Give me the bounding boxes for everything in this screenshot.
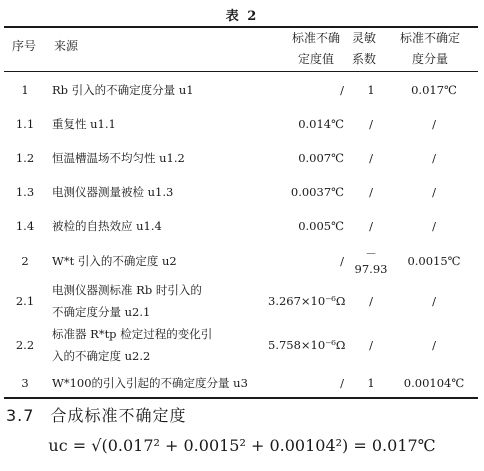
table-row xyxy=(4,243,478,279)
cell-std-value: / xyxy=(340,83,344,97)
cell-std-value: / xyxy=(340,254,344,268)
cell-component: / xyxy=(432,117,436,131)
cell-no: 3 xyxy=(21,376,29,390)
header-source: 来源 xyxy=(54,39,79,53)
cell-sensitivity: / xyxy=(369,338,373,352)
cell-std-value: / xyxy=(340,376,344,390)
header-sens-line1: 灵敏 xyxy=(351,31,376,45)
table-row xyxy=(4,367,478,399)
table-row xyxy=(4,141,478,175)
cell-sensitivity: / xyxy=(369,151,373,165)
cell-no: 1.2 xyxy=(15,151,35,165)
cell-std-value: 0.0037℃ xyxy=(290,185,344,199)
cell-sensitivity: / xyxy=(369,219,373,233)
table-top-rule xyxy=(4,26,478,28)
cell-sensitivity: 1 xyxy=(367,376,375,390)
cell-source xyxy=(46,175,268,209)
source-line: Rb 引入的不确定度分量 u1 xyxy=(52,83,194,97)
header-std-line1: 标准不确 xyxy=(291,31,340,45)
cell-component: 0.017℃ xyxy=(411,83,457,97)
cell-sensitivity: / xyxy=(369,294,373,308)
cell-source xyxy=(46,367,268,399)
cell-no: 1.1 xyxy=(15,117,35,131)
cell-component: / xyxy=(432,338,436,352)
cell-no: 2 xyxy=(21,254,29,268)
table-bottom-rule xyxy=(4,397,478,399)
source-line: 电测仪器测标准 Rb 时引入的 xyxy=(52,283,202,297)
cell-sensitivity: 1 xyxy=(367,83,375,97)
cell-std-value: 0.014℃ xyxy=(298,117,344,131)
cell-source xyxy=(46,279,268,323)
source-line: 入的不确定度 u2.2 xyxy=(52,349,151,363)
table-row xyxy=(4,175,478,209)
header-sens-line2: 系数 xyxy=(351,52,376,66)
source-line: 重复性 u1.1 xyxy=(52,117,116,131)
cell-std-value: 0.005℃ xyxy=(298,219,344,233)
cell-source xyxy=(46,73,268,107)
header-comp-line2: 度分量 xyxy=(411,52,448,66)
cell-source xyxy=(46,209,268,243)
cell-std-value: 5.758×10⁻⁶Ω xyxy=(268,338,346,352)
cell-std-value: 3.267×10⁻⁶Ω xyxy=(268,294,346,308)
cell-sensitivity: －97.93 xyxy=(354,247,388,276)
cell-component: / xyxy=(432,151,436,165)
source-line: 恒温槽温场不均匀性 u1.2 xyxy=(52,151,185,165)
combined-uncertainty-formula: uc = √(0.017² + 0.0015² + 0.00104²) = 0.017℃ xyxy=(48,436,436,455)
cell-component: / xyxy=(432,219,436,233)
cell-no: 1.4 xyxy=(15,219,35,233)
cell-source xyxy=(46,243,268,279)
table-row xyxy=(4,73,478,107)
table-row xyxy=(4,323,478,367)
source-line: 标准器 R*tp 检定过程的变化引 xyxy=(52,327,213,341)
header-comp-line1: 标准不确定 xyxy=(399,31,460,45)
source-line: 被检的自热效应 u1.4 xyxy=(52,219,162,233)
table-row xyxy=(4,107,478,141)
cell-component: / xyxy=(432,185,436,199)
cell-source xyxy=(46,107,268,141)
cell-std-value: 0.007℃ xyxy=(298,151,344,165)
table-row xyxy=(4,209,478,243)
cell-sensitivity: / xyxy=(369,117,373,131)
table-row xyxy=(4,279,478,323)
header-std-line2: 定度值 xyxy=(297,52,334,66)
cell-component: / xyxy=(432,294,436,308)
source-line: W*100的引入引起的不确定度分量 u3 xyxy=(52,376,248,390)
cell-source xyxy=(46,141,268,175)
table-header-rule xyxy=(4,71,478,72)
cell-no: 1 xyxy=(21,83,29,97)
uncertainty-table xyxy=(4,73,478,399)
section-heading xyxy=(6,403,186,426)
source-line: W*t 引入的不确定度 u2 xyxy=(52,254,177,268)
source-line: 不确定度分量 u2.1 xyxy=(52,305,151,319)
header-no: 序号 xyxy=(11,39,36,53)
cell-no: 2.1 xyxy=(15,294,35,308)
cell-component: 0.00104℃ xyxy=(403,376,465,390)
source-line: 电测仪器测量被检 u1.3 xyxy=(52,185,174,199)
section-number: 3.7 xyxy=(6,406,35,425)
section-title: 合成标准不确定度 xyxy=(50,406,187,425)
cell-source xyxy=(46,323,268,367)
table-caption: 表 2 xyxy=(225,9,259,24)
cell-no: 1.3 xyxy=(15,185,35,199)
cell-sensitivity: / xyxy=(369,185,373,199)
cell-component: 0.0015℃ xyxy=(407,254,461,268)
cell-no: 2.2 xyxy=(15,338,35,352)
